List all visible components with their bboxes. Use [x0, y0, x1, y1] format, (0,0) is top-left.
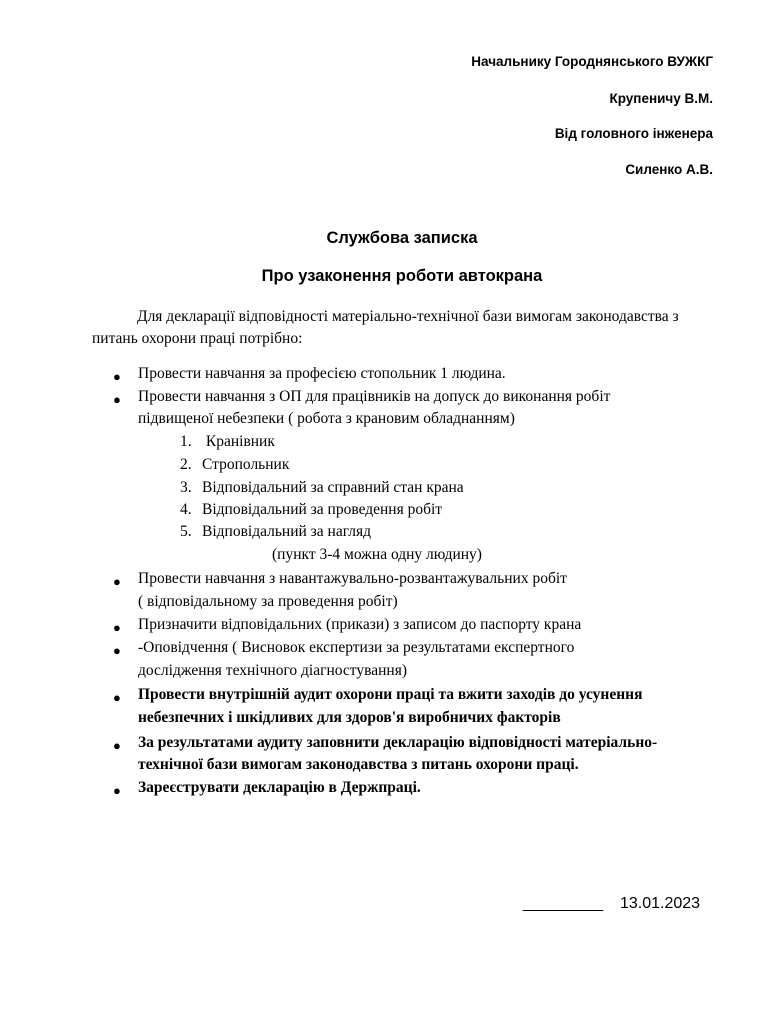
- list-item-continuation: підвищеної небезпеки ( робота з крановим обладнанням): [138, 410, 515, 427]
- bullet-marker: ●: [113, 620, 121, 635]
- numbered-item: [180, 456, 289, 474]
- numbered-item-number: 4.: [180, 501, 192, 518]
- document-subtitle: Про узаконення роботи автокрана: [261, 267, 543, 285]
- list-item: Провести навчання з ОП для працівників на допуск до виконання робіт: [138, 388, 611, 405]
- list-item: Призначити відповідальних (прикази) з записом до паспорту крана: [138, 616, 582, 633]
- numbered-item-text: Відповідальний за проведення робіт: [202, 501, 443, 518]
- numbered-list-note: (пункт 3-4 можна одну людину): [272, 546, 482, 563]
- numbered-item: [180, 479, 464, 497]
- bullet-marker: ●: [113, 392, 121, 407]
- numbered-item-text: Відповідальний за справний стан крана: [202, 479, 464, 496]
- numbered-item-text: Стропольник: [202, 456, 290, 473]
- list-item: -Оповідчення ( Висновок експертизи за результатами експертного: [138, 639, 575, 656]
- addressee-line-4: Силенко А.В.: [625, 162, 713, 177]
- intro-paragraph: Для декларації відповідності матеріально-технічної бази вимогам законодавства з питань охорони праці потрібно:: [92, 308, 679, 347]
- bullet-marker: ●: [113, 738, 121, 753]
- document-date: 13.01.2023: [620, 895, 701, 912]
- bullet-marker: ●: [113, 783, 121, 798]
- list-item-continuation: технічної бази вимогам законодавства з питань охорони праці.: [138, 756, 579, 773]
- list-item-continuation: небезпечних і шкідливих для здоров'я виробничих факторів: [138, 709, 561, 726]
- numbered-item: [180, 523, 371, 541]
- list-item-continuation: ( відповідальному за проведення робіт): [138, 593, 398, 610]
- signature-line: _________: [523, 895, 604, 912]
- list-item: За результатами аудиту заповнити декларацію відповідності матеріально-: [138, 734, 658, 751]
- numbered-item-text: Відповідальний за нагляд: [202, 523, 372, 540]
- list-item: Провести внутрішній аудит охорони праці та вжити заходів до усунення: [138, 686, 643, 703]
- numbered-item-number: 5.: [180, 523, 192, 540]
- addressee-line-3: Від головного інженера: [554, 126, 713, 141]
- document-title: Службова записка: [326, 229, 478, 247]
- list-item: Провести навчання за професією стопольник 1 людина.: [138, 365, 506, 382]
- numbered-item: [180, 433, 275, 451]
- addressee-line-1: Начальнику Городнянського ВУЖКГ: [471, 54, 713, 69]
- numbered-item-text: Кранівник: [202, 433, 275, 450]
- bullet-marker: ●: [113, 643, 121, 658]
- numbered-item-number: 3.: [180, 479, 192, 496]
- bullet-marker: ●: [113, 369, 121, 384]
- bullet-marker: ●: [113, 574, 121, 589]
- list-item-continuation: дослідження технічного діагностування): [138, 662, 407, 679]
- numbered-item: [180, 501, 442, 519]
- list-item: Зареєструвати декларацію в Держпраці.: [138, 779, 421, 796]
- addressee-line-2: Крупеничу В.М.: [609, 91, 713, 106]
- list-item: Провести навчання з навантажувально-розвантажувальних робіт: [138, 570, 567, 587]
- bullet-marker: ●: [113, 690, 121, 705]
- numbered-item-number: 2.: [180, 456, 192, 473]
- numbered-item-number: 1.: [180, 433, 192, 450]
